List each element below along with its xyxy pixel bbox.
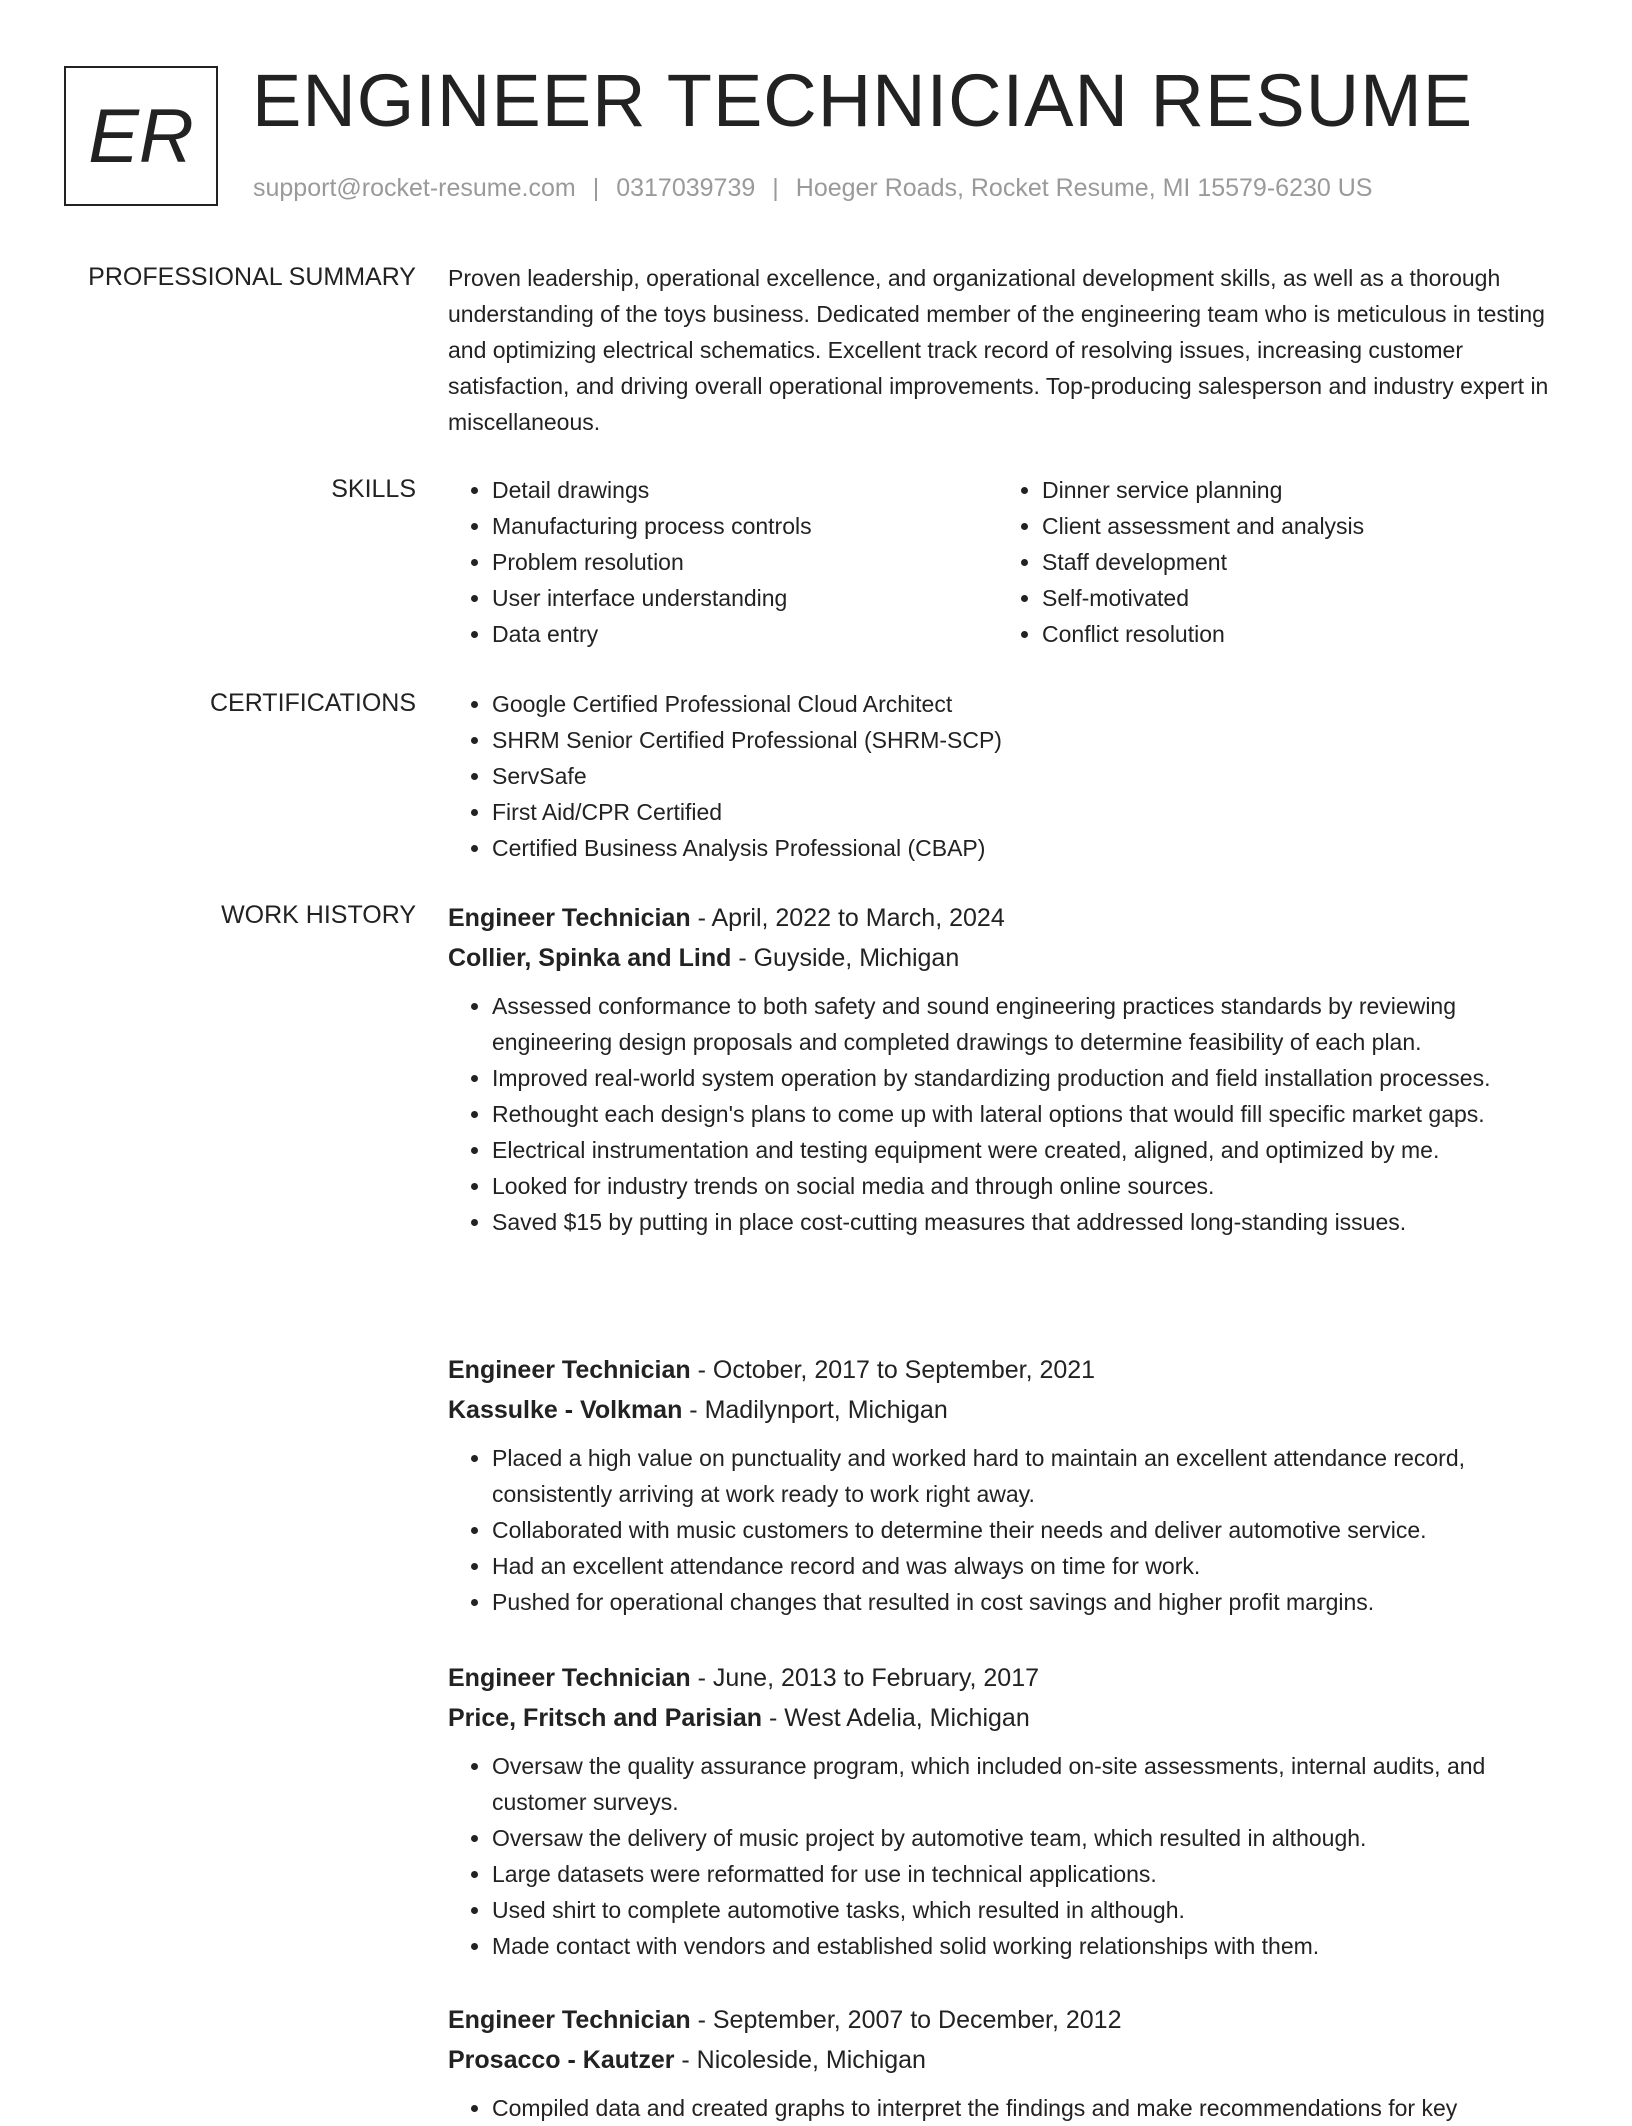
job-location: - Nicoleside, Michigan	[674, 2046, 926, 2074]
job-company: Price, Fritsch and Parisian	[448, 1704, 763, 1732]
job-bullet: • Made contact with vendors and established solid working relationships with them.	[492, 1928, 1568, 1964]
job-bullets	[448, 988, 1568, 1240]
skills-list-left	[448, 472, 998, 652]
job-company-line	[448, 1698, 1568, 1738]
job-location: - Guyside, Michigan	[731, 944, 960, 972]
contact-separator: |	[592, 174, 600, 202]
summary-content	[448, 260, 1568, 440]
skill-item: • Self-motivated	[1042, 580, 1548, 616]
certification-item: • SHRM Senior Certified Professional (SHRM-SCP)	[492, 722, 1568, 758]
job-company-line	[448, 2040, 1568, 2080]
job-bullet: • Collaborated with music customers to determine their needs and deliver automotive service.	[492, 1512, 1568, 1548]
work-history-content	[448, 898, 1568, 2121]
job-bullets	[448, 2090, 1568, 2126]
job-entry	[448, 898, 1568, 1240]
job-bullet: • Looked for industry trends on social media and through online sources.	[492, 1168, 1568, 1204]
job-dates: - September, 2007 to December, 2012	[690, 2006, 1122, 2034]
job-company-line	[448, 1390, 1568, 1430]
section-label-work-history: WORK HISTORY	[221, 901, 416, 929]
job-entry	[448, 1658, 1568, 1964]
job-location: - West Adelia, Michigan	[762, 1704, 1030, 1732]
contact-line	[253, 174, 1372, 203]
skill-item: • Detail drawings	[492, 472, 998, 508]
job-bullet: • Oversaw the delivery of music project by automotive team, which resulted in although.	[492, 1820, 1568, 1856]
job-company: Prosacco - Kautzer	[448, 2046, 675, 2074]
skill-item: • Dinner service planning	[1042, 472, 1548, 508]
job-bullet: • Compiled data and created graphs to interpret the findings and make recommendations for key	[492, 2090, 1568, 2126]
job-entry	[448, 2000, 1568, 2126]
job-bullet: • Electrical instrumentation and testing equipment were created, aligned, and optimized by me.	[492, 1132, 1568, 1168]
contact-phone[interactable]: 0317039739	[616, 174, 756, 202]
job-bullets	[448, 1440, 1568, 1620]
job-title-line	[448, 1658, 1568, 1698]
section-label-certifications: CERTIFICATIONS	[209, 689, 416, 717]
job-bullet: • Had an excellent attendance record and was always on time for work.	[492, 1548, 1568, 1584]
contact-separator: |	[772, 174, 779, 202]
skill-item: • User interface understanding	[492, 580, 998, 616]
job-bullet: • Assessed conformance to both safety and sound engineering practices standards by reviewing engineering design proposals and completed drawings to determine feasibility of each plan.	[492, 988, 1568, 1060]
job-bullets	[448, 1748, 1568, 1964]
certification-item: • Google Certified Professional Cloud Architect	[492, 686, 1568, 722]
job-entry	[448, 1350, 1568, 1620]
job-company: Collier, Spinka and Lind	[448, 944, 732, 972]
job-title-line	[448, 1350, 1568, 1390]
job-company: Kassulke - Volkman	[448, 1396, 683, 1424]
skill-item: • Staff development	[1042, 544, 1548, 580]
job-location: - Madilynport, Michigan	[682, 1396, 948, 1424]
job-dates: - June, 2013 to February, 2017	[690, 1664, 1040, 1692]
skill-item: • Client assessment and analysis	[1042, 508, 1548, 544]
job-title: Engineer Technician	[448, 904, 691, 932]
job-company-line	[448, 938, 1568, 978]
skills-list-right	[998, 472, 1548, 652]
certifications-list	[448, 686, 1568, 866]
resume-title: ENGINEER TECHNICIAN RESUME	[252, 59, 1474, 142]
job-bullet: • Large datasets were reformatted for use in technical applications.	[492, 1856, 1568, 1892]
job-title-line	[448, 898, 1568, 938]
job-title: Engineer Technician	[448, 1356, 691, 1384]
certification-item: • First Aid/CPR Certified	[492, 794, 1568, 830]
job-bullet: • Rethought each design's plans to come up with lateral options that would fill specific market gaps.	[492, 1096, 1568, 1132]
job-dates: - April, 2022 to March, 2024	[690, 904, 1005, 932]
job-bullet: • Improved real-world system operation by standardizing production and field installation processes.	[492, 1060, 1568, 1096]
job-bullet: • Saved $15 by putting in place cost-cutting measures that addressed long-standing issues.	[492, 1204, 1568, 1240]
job-title: Engineer Technician	[448, 1664, 691, 1692]
job-title: Engineer Technician	[448, 2006, 691, 2034]
skill-item: • Manufacturing process controls	[492, 508, 998, 544]
job-title-line	[448, 2000, 1568, 2040]
certification-item: • Certified Business Analysis Professional (CBAP)	[492, 830, 1568, 866]
job-bullet: • Pushed for operational changes that resulted in cost savings and higher profit margins.	[492, 1584, 1568, 1620]
job-bullet: • Used shirt to complete automotive tasks, which resulted in although.	[492, 1892, 1568, 1928]
contact-address: Hoeger Roads, Rocket Resume, MI 15579-6230 US	[795, 174, 1373, 202]
certification-item: • ServSafe	[492, 758, 1568, 794]
job-bullet: • Placed a high value on punctuality and worked hard to maintain an excellent attendance record, consistently arriving at work ready to work right away.	[492, 1440, 1568, 1512]
skill-item: • Data entry	[492, 616, 998, 652]
certifications-content	[448, 686, 1568, 866]
summary-text: Proven leadership, operational excellence, and organizational development skills, as well as a thorough understanding of the toys business. Dedicated member of the engineering team who is meticulous in testing and optimizing electrical schematics. Excellent track record of resolving issues, increasing customer satisfaction, and driving overall operational improvements. Top-producing salesperson and industry expert in miscellaneous.	[448, 265, 1549, 435]
job-bullet: • Oversaw the quality assurance program, which included on-site assessments, internal audits, and customer surveys.	[492, 1748, 1568, 1820]
section-label-skills: SKILLS	[331, 475, 416, 503]
job-dates: - October, 2017 to September, 2021	[690, 1356, 1096, 1384]
skills-content	[448, 472, 1568, 652]
section-label-summary: PROFESSIONAL SUMMARY	[88, 263, 416, 291]
skill-item: • Conflict resolution	[1042, 616, 1548, 652]
skill-item: • Problem resolution	[492, 544, 998, 580]
monogram-badge: ER	[64, 66, 218, 206]
contact-email[interactable]: support@rocket-resume.com	[253, 174, 576, 202]
